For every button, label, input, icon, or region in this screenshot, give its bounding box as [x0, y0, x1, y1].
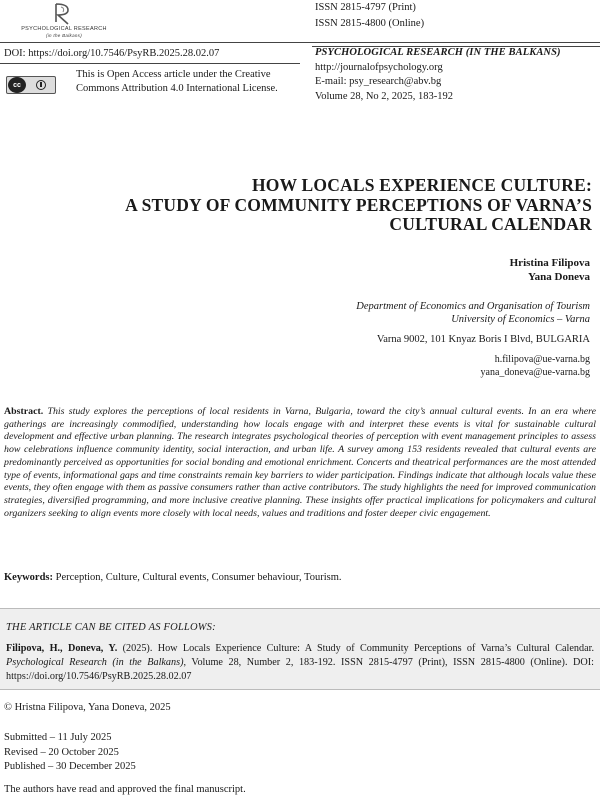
citation-year-title: (2025). How Locals Experience Culture: A Study of Community Perceptions of Varna’s Cultural Calendar.	[117, 643, 594, 654]
issn-online: ISSN 2815-4800 (Online)	[315, 18, 425, 29]
copyright: © Hristna Filipova, Yana Doneva, 2025	[4, 702, 171, 713]
manuscript-dates	[4, 731, 136, 775]
title-line-3: CULTURAL CALENDAR	[389, 214, 592, 234]
doi-divider	[0, 63, 300, 64]
author-email[interactable]: h.filipova@ue-varna.bg	[494, 354, 590, 365]
abstract-text: This study explores the perceptions of local residents in Varna, Bulgaria, toward the city’s annual cultural events. In an era where gatherings are increasingly commodified, understanding how locals engage with and interpret these events is vital for sustainable cultural development and effective urban planning. The research integrates psychological theories of perception with event management principles to assess how celebrations influence community identity, social interaction, and urban life. A survey among 153 residents revealed that cultural events are predominantly perceived as opportunities for social bonding and emotional enrichment. Concerts and theatrical performances are the most attended type of events, informational gaps and time constraints remain key barriers to wider participation. Findings indicate that although locals value these events, they often engage with them as passive consumers rather than active contributors. The study highlights the need for improved communication strategies, diversified programming, and more inclusive creative planning. These insights offer practical implications for policymakers and cultural organizers seeking to align events more closely with local needs, values and traditions and foster deeper civic engagement.	[4, 406, 597, 519]
keywords-label: Keywords:	[4, 572, 53, 583]
approval-statement: The authors have read and approved the final manuscript.	[4, 784, 246, 795]
keywords-text: Perception, Culture, Cultural events, Consumer behaviour, Tourism.	[55, 572, 342, 583]
citation-authors: Filipova, H., Doneva, Y.	[6, 643, 118, 654]
abstract-label: Abstract.	[4, 406, 44, 417]
article-title	[32, 176, 592, 235]
cc-license-badge[interactable]	[6, 76, 56, 94]
date-published: Published – 30 December 2025	[4, 761, 136, 772]
doi-link[interactable]: DOI: https://doi.org/10.7546/PsyRB.2025.28.02.07	[4, 48, 220, 59]
title-line-1: HOW LOCALS EXPERIENCE CULTURE:	[251, 175, 592, 195]
license-text: This is Open Access article under the Creative Commons Attribution 4.0 International License.	[76, 69, 278, 94]
affiliation	[356, 300, 590, 326]
journal-volume: Volume 28, No 2, 2025, 183-192	[315, 90, 454, 102]
journal-info	[315, 46, 561, 104]
affiliation-address: Varna 9002, 101 Knyaz Boris I Blvd, BULGARIA	[376, 334, 590, 345]
affiliation-university: University of Economics – Varna	[451, 314, 590, 325]
citation-box	[0, 608, 600, 690]
date-revised: Revised – 20 October 2025	[4, 746, 119, 758]
abstract	[4, 406, 596, 520]
citation-text	[6, 642, 594, 684]
title-line-2: A STUDY OF COMMUNITY PERCEPTIONS OF VARNA’S	[125, 194, 592, 215]
logo-line-2: (in the Balkans)	[45, 32, 83, 38]
keywords	[4, 572, 596, 583]
header-divider	[0, 42, 600, 43]
journal-url[interactable]: http://journalofpsychology.org	[315, 61, 443, 73]
citation-heading: THE ARTICLE CAN BE CITED AS FOLLOWS:	[6, 622, 216, 633]
citation-details: , Volume 28, Number 2, 183-192. ISSN 2815-4797 (Print), ISSN 2815-4800 (Online). DOI: https://doi.org/10.7546/PsyRB.2025.28.02.07	[6, 657, 594, 682]
journal-logo-mark	[52, 2, 74, 26]
authors	[510, 256, 590, 284]
journal-name: PSYCHOLOGICAL RESEARCH (IN THE BALKANS)	[315, 47, 561, 58]
journal-logo-text	[4, 26, 124, 38]
journal-logo	[4, 2, 124, 42]
journal-email[interactable]: E-mail: psy_research@abv.bg	[315, 76, 442, 87]
author-name: Hristina Filipova	[509, 257, 590, 269]
author-emails	[481, 353, 590, 379]
date-submitted: Submitted – 11 July 2025	[4, 732, 112, 743]
cc-icon: cc	[8, 77, 26, 93]
issn-print: ISSN 2815-4797 (Print)	[315, 2, 416, 13]
citation-journal: Psychological Research (in the Balkans)	[6, 657, 184, 668]
issn-block	[315, 0, 424, 32]
logo-line-1: PSYCHOLOGICAL RESEARCH	[21, 26, 107, 32]
attribution-icon	[27, 77, 55, 93]
author-name: Yana Doneva	[527, 271, 590, 283]
affiliation-department: Department of Economics and Organisation of Tourism	[356, 301, 590, 312]
author-email[interactable]: yana_doneva@ue-varna.bg	[480, 367, 590, 378]
